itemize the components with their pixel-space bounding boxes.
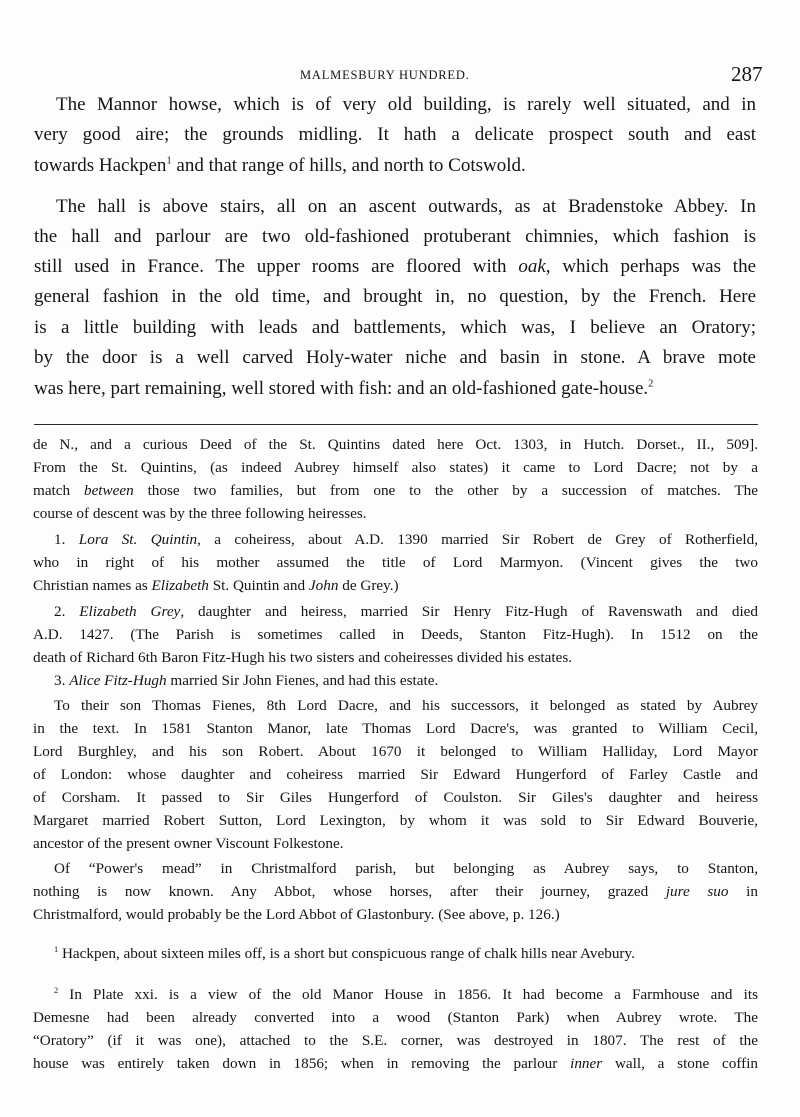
text-span: house was entirely taken down in 1856; when in removing the parlour xyxy=(33,1055,571,1072)
note-line xyxy=(33,577,758,595)
note-line: in the text. In 1581 Stanton Manor, late Thomas Lord Dacre's, was granted to William Cecil, xyxy=(33,720,758,737)
note-line: A.D. 1427. (The Parish is sometimes called in Deeds, Stanton Fitz-Hugh). In 1512 on the xyxy=(33,626,758,643)
heiress-name: Alice Fitz-Hugh xyxy=(69,672,167,689)
italic-span: Elizabeth xyxy=(151,577,209,594)
text-span: still used in France. The upper rooms are floored with xyxy=(34,256,519,277)
text-line: The hall is above stairs, all on an ascent outwards, as at Bradenstoke Abbey. In xyxy=(56,196,756,217)
text-span: St. Quintin and xyxy=(208,577,309,594)
text-span: towards Hackpen xyxy=(34,155,167,176)
note-line: of London: whose daughter and coheiress married Sir Edward Hungerford of Farley Castle and xyxy=(33,766,758,783)
text-line: by the door is a well carved Holy-water niche and basin in stone. A brave mote xyxy=(34,347,756,368)
footnote-line xyxy=(54,945,758,963)
text-span: those two families, but from one to the other by a succession of matches. The xyxy=(133,482,758,499)
italic-span: inner xyxy=(570,1055,603,1072)
page-number: 287 xyxy=(731,62,763,86)
heiress-name: Elizabeth Grey xyxy=(79,603,181,620)
note-line: who in right of his mother assumed the title of Lord Marmyon. (Vincent gives the two xyxy=(33,554,758,571)
text-span: Christian names as xyxy=(33,577,152,594)
list-number: 3. xyxy=(54,672,70,689)
footnote-divider xyxy=(34,424,758,425)
text-line xyxy=(34,378,756,400)
note-line: From the St. Quintins, (as indeed Aubrey himself also states) it came to Lord Dacre; not by a xyxy=(33,459,758,476)
list-item-line xyxy=(54,531,758,549)
note-line: Lord Burghley, and his son Robert. About 1670 it belonged to William Halliday, Lord Mayor xyxy=(33,743,758,760)
text-span: , which perhaps was the xyxy=(545,256,757,277)
text-span: de Grey.) xyxy=(338,577,399,594)
text-span: In Plate xxi. is a view of the old Manor House in 1856. It had become a Farmhouse and its xyxy=(58,986,758,1003)
italic-span: jure suo xyxy=(665,883,729,900)
footnote-line xyxy=(54,986,758,1004)
text-line: is a little building with leads and battlements, which was, I believe an Oratory; xyxy=(34,317,756,338)
heiress-name: Lora St. Quintin xyxy=(78,531,198,548)
text-span: in xyxy=(728,883,758,900)
text-span: , a coheiress, about A.D. 1390 married Sir Robert de Grey of Rotherfield, xyxy=(197,531,758,548)
note-line: Of “Power's mead” in Christmalford parish, but belonging as Aubrey says, to Stanton, xyxy=(54,860,758,877)
note-line xyxy=(33,883,758,901)
italic-span: oak xyxy=(518,256,546,277)
footnote-line: “Oratory” (if it was one), attached to the S.E. corner, was destroyed in 1807. The rest of the xyxy=(33,1032,758,1049)
note-line: de N., and a curious Deed of the St. Quintins dated here Oct. 1303, in Hutch. Dorset., II., 509]. xyxy=(33,436,758,453)
note-line: course of descent was by the three following heiresses. xyxy=(33,505,367,522)
text-line xyxy=(34,256,756,278)
text-span: and that range of hills, and north to Cotswold. xyxy=(171,155,526,176)
text-line: very good aire; the grounds midling. It hath a delicate prospect south and east xyxy=(34,124,756,145)
list-item-line xyxy=(54,672,758,690)
footnote-ref-2[interactable]: 2 xyxy=(648,378,654,390)
text-span: was here, part remaining, well stored with fish: and an old-fashioned gate-house. xyxy=(34,378,649,399)
list-number: 1. xyxy=(54,531,79,548)
note-line: ancestor of the present owner Viscount Folkestone. xyxy=(33,835,344,852)
running-title: MALMESBURY HUNDRED. xyxy=(300,68,470,82)
text-span: wall, a stone coffin xyxy=(602,1055,759,1072)
note-line: Margaret married Robert Sutton, Lord Lexington, by whom it was sold to Sir Edward Bouverie, xyxy=(33,812,758,829)
note-line: death of Richard 6th Baron Fitz-Hugh his two sisters and coheiresses divided his estates. xyxy=(33,649,573,666)
text-span: , daughter and heiress, married Sir Henry Fitz-Hugh of Ravenswath and died xyxy=(180,603,759,620)
list-item-line xyxy=(54,603,758,621)
footnote-ref-1[interactable]: 1 xyxy=(166,155,172,167)
list-number: 2. xyxy=(54,603,80,620)
footnote-mark: 1 xyxy=(54,945,59,955)
italic-span: between xyxy=(83,482,134,499)
note-line xyxy=(33,482,758,500)
text-span: married Sir John Fienes, and had this estate. xyxy=(166,672,439,689)
text-line: the hall and parlour are two old-fashioned protuberant chimnies, which fashion is xyxy=(34,226,756,247)
note-line: Christmalford, would probably be the Lord Abbot of Glastonbury. (See above, p. 126.) xyxy=(33,906,560,923)
footnote-mark: 2 xyxy=(54,986,59,996)
footnote-line xyxy=(33,1055,758,1073)
text-span: Hackpen, about sixteen miles off, is a short but conspicuous range of chalk hills near Avebury. xyxy=(58,945,635,962)
footnote-line: Demesne had been already converted into a wood (Stanton Park) when Aubrey wrote. The xyxy=(33,1009,758,1026)
text-line: general fashion in the old time, and brought in, no question, by the French. Here xyxy=(34,286,756,307)
text-line: The Mannor howse, which is of very old building, is rarely well situated, and in xyxy=(56,94,756,115)
text-line xyxy=(34,155,756,177)
italic-span: John xyxy=(308,577,339,594)
text-span: nothing is now known. Any Abbot, whose horses, after their journey, grazed xyxy=(33,883,666,900)
note-line: of Corsham. It passed to Sir Giles Hungerford of Coulston. Sir Giles's daughter and heiress xyxy=(33,789,758,806)
note-line: To their son Thomas Fienes, 8th Lord Dacre, and his successors, it belonged as stated by Aubrey xyxy=(54,697,758,714)
text-span: match xyxy=(33,482,84,499)
